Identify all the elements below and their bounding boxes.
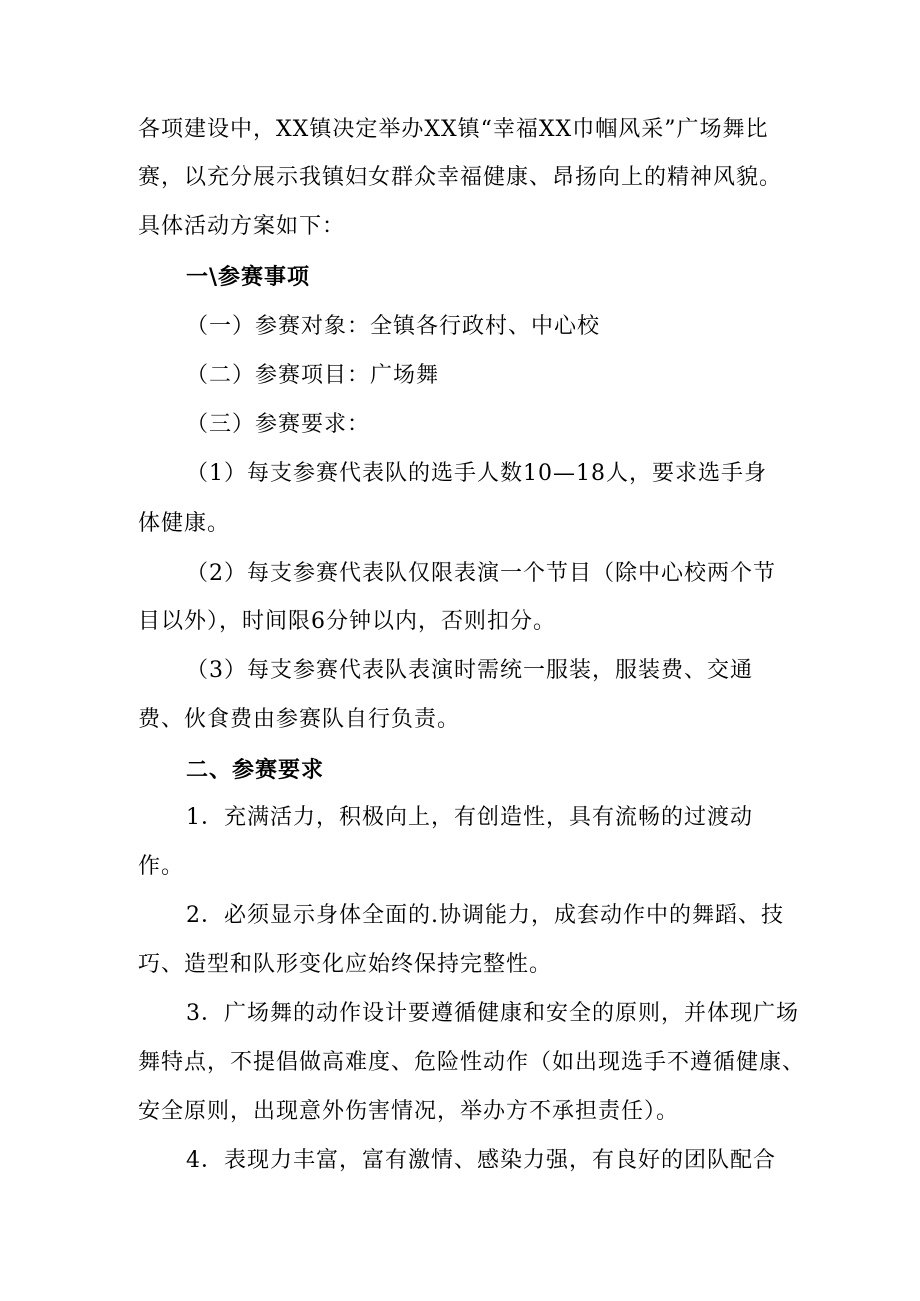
- text-line: 4．表现力丰富，富有激情、感染力强，有良好的团队配合: [186, 1148, 776, 1173]
- text-line: 舞特点，不提倡做高难度、危险性动作（如出现选手不遵循健康、: [138, 1050, 806, 1075]
- text-line: 目以外），时间限6分钟以内，否则扣分。: [138, 609, 556, 634]
- text-line: 赛，以充分展示我镇妇女群众幸福健康、昂扬向上的精神风貌。: [138, 165, 783, 190]
- text-line: 费、伙食费由参赛队自行负责。: [138, 707, 461, 732]
- text-line: 作。: [138, 854, 185, 879]
- section-heading-2: 二、参赛要求: [186, 757, 325, 783]
- text-line: 体健康。: [138, 511, 231, 536]
- text-line: （3）每支参赛代表队表演时需统一服装，服装费、交通: [186, 658, 753, 683]
- text-line: 2．必须显示身体全面的.协调能力，成套动作中的舞蹈、技: [186, 903, 784, 928]
- text-line: （三）参赛要求：: [186, 412, 371, 437]
- text-line: 各项建设中，XX镇决定举办XX镇“幸福XX巾帼风采”广场舞比: [138, 117, 769, 142]
- text-line: （1）每支参赛代表队的选手人数10—18人，要求选手身: [186, 461, 767, 486]
- text-line: （2）每支参赛代表队仅限表演一个节目（除中心校两个节: [186, 561, 776, 586]
- text-line: 巧、造型和队形变化应始终保持完整性。: [138, 952, 553, 977]
- text-line: （一）参赛对象：全镇各行政村、中心校: [186, 314, 601, 339]
- text-line: （二）参赛项目：广场舞: [186, 363, 440, 388]
- text-line: 安全原则，出现意外伤害情况，举办方不承担责任）。: [138, 1099, 680, 1124]
- section-heading-1: 一\参赛事项: [186, 264, 311, 290]
- text-line: 1．充满活力，积极向上，有创造性，具有流畅的过渡动: [186, 805, 753, 830]
- text-line: 具体活动方案如下：: [138, 214, 346, 239]
- text-line: 3．广场舞的动作设计要遵循健康和安全的原则，并体现广场: [186, 1001, 799, 1026]
